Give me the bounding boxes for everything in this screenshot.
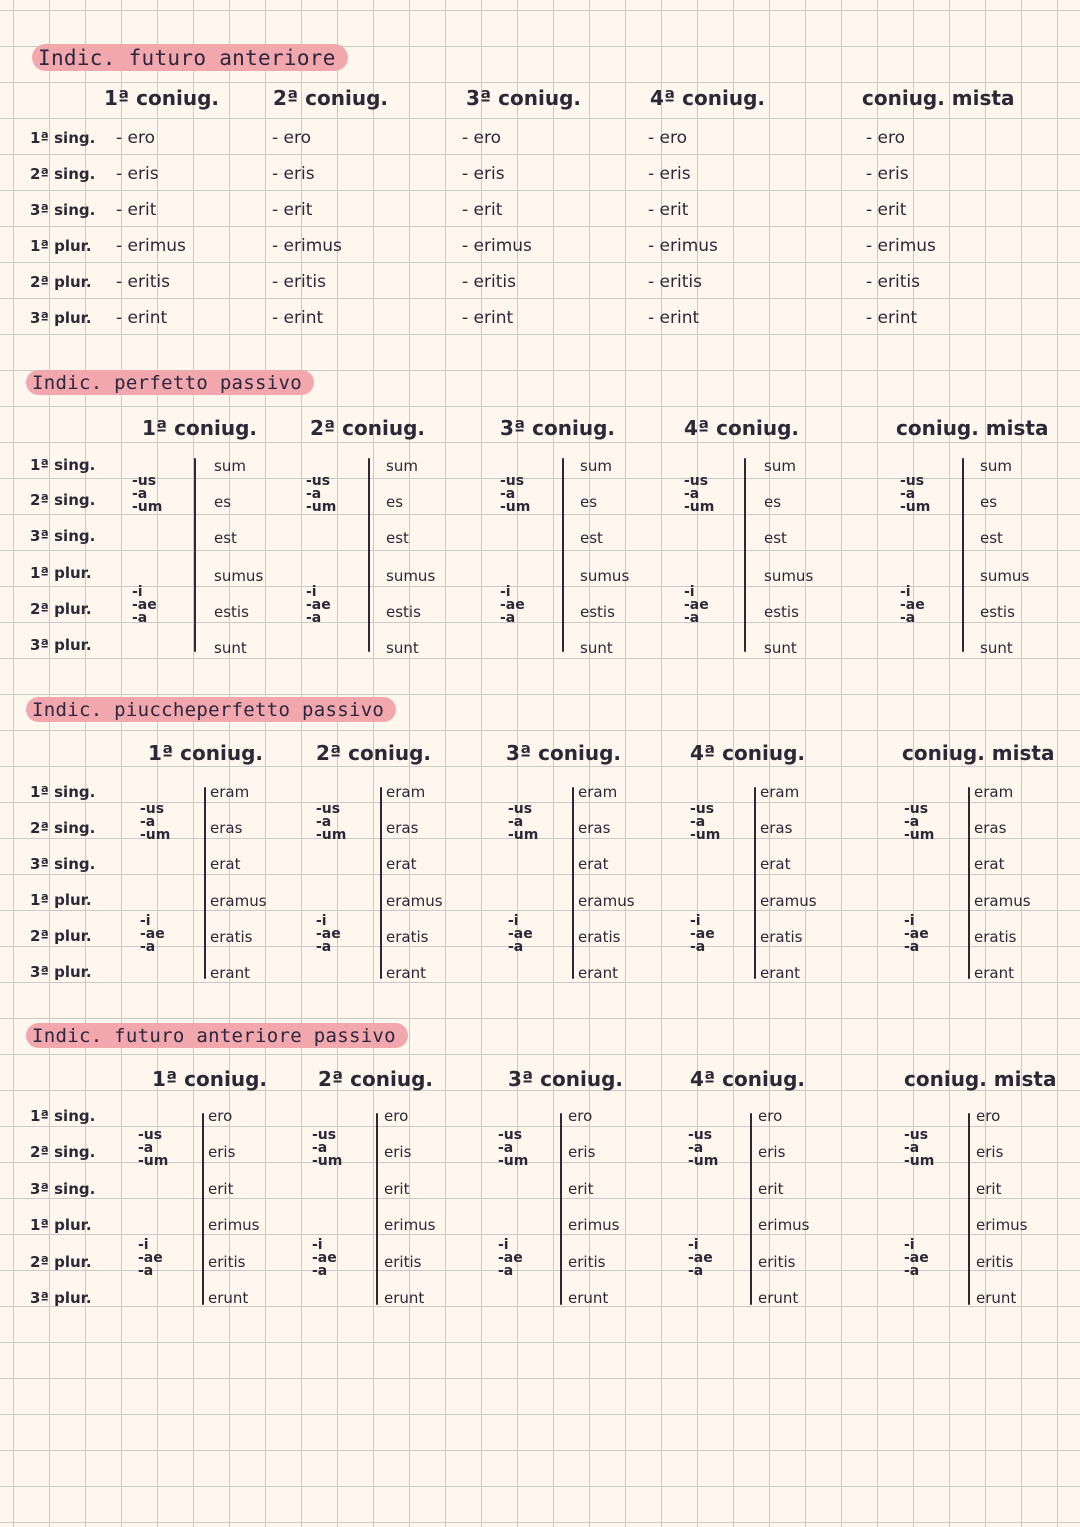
aux-form: sumus bbox=[764, 567, 814, 585]
column-header-4th-conjugation: 4ª coniug. bbox=[690, 741, 805, 765]
aux-form: erunt bbox=[208, 1289, 249, 1307]
divider-line bbox=[744, 458, 746, 652]
aux-form: est bbox=[386, 529, 409, 547]
aux-form: erit bbox=[568, 1180, 594, 1198]
aux-form: eram bbox=[210, 783, 250, 801]
aux-form: erit bbox=[208, 1180, 234, 1198]
participle-singular: -us -a -um bbox=[316, 801, 347, 843]
column-header-2nd-conjugation: 2ª coniug. bbox=[316, 741, 431, 765]
aux-form: estis bbox=[980, 603, 1015, 621]
column-header-1st-conjugation: 1ª coniug. bbox=[148, 741, 263, 765]
row-label: 2ª sing. bbox=[30, 819, 96, 837]
row-label: 3ª sing. bbox=[30, 855, 96, 873]
ending: - ero bbox=[272, 128, 312, 148]
column-header-3rd-conjugation: 3ª coniug. bbox=[466, 86, 581, 110]
divider-line bbox=[754, 787, 756, 979]
aux-form: eram bbox=[578, 783, 618, 801]
aux-form: eratis bbox=[578, 928, 621, 946]
ending: - erit bbox=[866, 200, 907, 220]
participle-plural: -i -ae -a bbox=[690, 913, 715, 955]
divider-line bbox=[380, 787, 382, 979]
ending: - eritis bbox=[462, 272, 516, 292]
participle-plural: -i -ae -a bbox=[498, 1237, 523, 1279]
aux-form: ero bbox=[384, 1107, 409, 1125]
divider-line bbox=[368, 458, 370, 652]
column-header-1st-conjugation: 1ª coniug. bbox=[152, 1067, 267, 1091]
column-header-1st-conjugation: 1ª coniug. bbox=[142, 416, 257, 440]
aux-form: eris bbox=[384, 1143, 412, 1161]
participle-plural: -i -ae -a bbox=[306, 584, 331, 626]
aux-form: erunt bbox=[384, 1289, 425, 1307]
ending: - ero bbox=[116, 128, 156, 148]
aux-form: eris bbox=[758, 1143, 786, 1161]
aux-form: ero bbox=[208, 1107, 233, 1125]
aux-form: erimus bbox=[384, 1216, 436, 1234]
aux-form: erat bbox=[760, 855, 791, 873]
row-label: 3ª plur. bbox=[30, 636, 92, 654]
participle-plural: -i -ae -a bbox=[132, 584, 157, 626]
divider-line bbox=[968, 1113, 970, 1305]
column-header-2nd-conjugation: 2ª coniug. bbox=[273, 86, 388, 110]
participle-plural: -i -ae -a bbox=[138, 1237, 163, 1279]
aux-form: eritis bbox=[384, 1253, 422, 1271]
aux-form: eras bbox=[578, 819, 611, 837]
aux-form: eris bbox=[976, 1143, 1004, 1161]
aux-form: erat bbox=[974, 855, 1005, 873]
aux-form: es bbox=[386, 493, 404, 511]
aux-form: eram bbox=[760, 783, 800, 801]
column-header-mixed-conjugation: coniug. mista bbox=[904, 1067, 1057, 1091]
section-title: Indic. futuro anteriore passivo bbox=[26, 1023, 408, 1048]
column-header-mixed-conjugation: coniug. mista bbox=[902, 741, 1055, 765]
section-title: Indic. futuro anteriore bbox=[32, 44, 348, 71]
aux-form: eras bbox=[760, 819, 793, 837]
participle-singular: -us -a -um bbox=[306, 473, 337, 515]
ending: - eris bbox=[648, 164, 691, 184]
participle-plural: -i -ae -a bbox=[904, 913, 929, 955]
divider-line bbox=[204, 787, 206, 979]
aux-form: eras bbox=[386, 819, 419, 837]
ending: - erimus bbox=[462, 236, 532, 256]
aux-form: erunt bbox=[568, 1289, 609, 1307]
aux-form: eram bbox=[974, 783, 1014, 801]
divider-line bbox=[202, 1113, 204, 1305]
aux-form: sum bbox=[764, 457, 796, 475]
participle-singular: -us -a -um bbox=[132, 473, 163, 515]
aux-form: sunt bbox=[580, 639, 613, 657]
aux-form: sumus bbox=[980, 567, 1030, 585]
participle-singular: -us -a -um bbox=[684, 473, 715, 515]
column-header-4th-conjugation: 4ª coniug. bbox=[690, 1067, 805, 1091]
ending: - erimus bbox=[866, 236, 936, 256]
ending: - erit bbox=[116, 200, 157, 220]
ending: - erit bbox=[462, 200, 503, 220]
divider-line bbox=[560, 1113, 562, 1305]
ending: - erint bbox=[866, 308, 918, 328]
aux-form: est bbox=[214, 529, 237, 547]
aux-form: eris bbox=[208, 1143, 236, 1161]
aux-form: erant bbox=[578, 964, 618, 982]
ending: - erint bbox=[648, 308, 700, 328]
ending: - erit bbox=[648, 200, 689, 220]
column-header-3rd-conjugation: 3ª coniug. bbox=[506, 741, 621, 765]
aux-form: est bbox=[764, 529, 787, 547]
aux-form: estis bbox=[214, 603, 249, 621]
ending: - ero bbox=[648, 128, 688, 148]
column-header-mixed-conjugation: coniug. mista bbox=[896, 416, 1049, 440]
row-label: 2ª sing. bbox=[30, 1143, 96, 1161]
aux-form: eramus bbox=[760, 892, 817, 910]
aux-form: eras bbox=[210, 819, 243, 837]
row-label: 2ª plur. bbox=[30, 1253, 92, 1271]
row-label: 3ª plur. bbox=[30, 963, 92, 981]
divider-line bbox=[750, 1113, 752, 1305]
ending: - eris bbox=[866, 164, 909, 184]
aux-form: erant bbox=[974, 964, 1014, 982]
aux-form: es bbox=[980, 493, 998, 511]
aux-form: sunt bbox=[764, 639, 797, 657]
participle-plural: -i -ae -a bbox=[688, 1237, 713, 1279]
row-label: 1ª sing. bbox=[30, 129, 96, 147]
aux-form: erant bbox=[210, 964, 250, 982]
row-label: 3ª plur. bbox=[30, 1289, 92, 1307]
aux-form: eratis bbox=[760, 928, 803, 946]
divider-line bbox=[562, 458, 564, 652]
participle-plural: -i -ae -a bbox=[684, 584, 709, 626]
aux-form: sunt bbox=[386, 639, 419, 657]
participle-singular: -us -a -um bbox=[140, 801, 171, 843]
aux-form: eratis bbox=[974, 928, 1017, 946]
aux-form: sunt bbox=[980, 639, 1013, 657]
ending: - ero bbox=[866, 128, 906, 148]
participle-plural: -i -ae -a bbox=[904, 1237, 929, 1279]
aux-form: erunt bbox=[758, 1289, 799, 1307]
row-label: 1ª plur. bbox=[30, 1216, 92, 1234]
participle-singular: -us -a -um bbox=[904, 801, 935, 843]
aux-form: erit bbox=[758, 1180, 784, 1198]
aux-form: ero bbox=[758, 1107, 783, 1125]
row-label: 2ª plur. bbox=[30, 600, 92, 618]
section-title: Indic. perfetto passivo bbox=[26, 370, 314, 395]
aux-form: erunt bbox=[976, 1289, 1017, 1307]
aux-form: eritis bbox=[568, 1253, 606, 1271]
ending: - erint bbox=[272, 308, 324, 328]
aux-form: eras bbox=[974, 819, 1007, 837]
aux-form: eritis bbox=[976, 1253, 1014, 1271]
aux-form: erit bbox=[976, 1180, 1002, 1198]
row-label: 2ª plur. bbox=[30, 273, 92, 291]
participle-singular: -us -a -um bbox=[688, 1127, 719, 1169]
participle-plural: -i -ae -a bbox=[312, 1237, 337, 1279]
participle-plural: -i -ae -a bbox=[140, 913, 165, 955]
aux-form: eratis bbox=[210, 928, 253, 946]
ending: - ero bbox=[462, 128, 502, 148]
aux-form: erat bbox=[210, 855, 241, 873]
ending: - erint bbox=[462, 308, 514, 328]
aux-form: erimus bbox=[568, 1216, 620, 1234]
aux-form: eramus bbox=[386, 892, 443, 910]
ending: - erit bbox=[272, 200, 313, 220]
ending: - erimus bbox=[648, 236, 718, 256]
aux-form: ero bbox=[976, 1107, 1001, 1125]
aux-form: sum bbox=[980, 457, 1012, 475]
row-label: 1ª plur. bbox=[30, 564, 92, 582]
aux-form: estis bbox=[386, 603, 421, 621]
aux-form: sum bbox=[214, 457, 246, 475]
row-label: 3ª plur. bbox=[30, 309, 92, 327]
row-label: 3ª sing. bbox=[30, 1180, 96, 1198]
participle-singular: -us -a -um bbox=[312, 1127, 343, 1169]
ending: - erint bbox=[116, 308, 168, 328]
ending: - eris bbox=[116, 164, 159, 184]
row-label: 3ª sing. bbox=[30, 201, 96, 219]
aux-form: erimus bbox=[208, 1216, 260, 1234]
aux-form: eram bbox=[386, 783, 426, 801]
divider-line bbox=[376, 1113, 378, 1305]
row-label: 3ª sing. bbox=[30, 527, 96, 545]
column-header-3rd-conjugation: 3ª coniug. bbox=[500, 416, 615, 440]
aux-form: estis bbox=[580, 603, 615, 621]
ending: - eritis bbox=[272, 272, 326, 292]
column-header-2nd-conjugation: 2ª coniug. bbox=[310, 416, 425, 440]
participle-singular: -us -a -um bbox=[690, 801, 721, 843]
ending: - eritis bbox=[648, 272, 702, 292]
row-label: 1ª sing. bbox=[30, 783, 96, 801]
ending: - erimus bbox=[116, 236, 186, 256]
aux-form: erant bbox=[386, 964, 426, 982]
column-header-4th-conjugation: 4ª coniug. bbox=[650, 86, 765, 110]
aux-form: sumus bbox=[214, 567, 264, 585]
section-title: Indic. piuccheperfetto passivo bbox=[26, 697, 396, 722]
aux-form: erit bbox=[384, 1180, 410, 1198]
divider-line bbox=[962, 458, 964, 652]
divider-line bbox=[572, 787, 574, 979]
aux-form: eramus bbox=[210, 892, 267, 910]
aux-form: sum bbox=[580, 457, 612, 475]
ending: - eritis bbox=[866, 272, 920, 292]
aux-form: es bbox=[580, 493, 598, 511]
aux-form: eramus bbox=[974, 892, 1031, 910]
participle-singular: -us -a -um bbox=[900, 473, 931, 515]
aux-form: erat bbox=[386, 855, 417, 873]
aux-form: eris bbox=[568, 1143, 596, 1161]
participle-singular: -us -a -um bbox=[500, 473, 531, 515]
column-header-2nd-conjugation: 2ª coniug. bbox=[318, 1067, 433, 1091]
aux-form: eratis bbox=[386, 928, 429, 946]
aux-form: sunt bbox=[214, 639, 247, 657]
ending: - eritis bbox=[116, 272, 170, 292]
aux-form: sum bbox=[386, 457, 418, 475]
row-label: 1ª sing. bbox=[30, 1107, 96, 1125]
row-label: 1ª plur. bbox=[30, 891, 92, 909]
aux-form: eritis bbox=[208, 1253, 246, 1271]
participle-plural: -i -ae -a bbox=[508, 913, 533, 955]
row-label: 1ª sing. bbox=[30, 456, 96, 474]
column-header-1st-conjugation: 1ª coniug. bbox=[104, 86, 219, 110]
divider-line bbox=[194, 458, 196, 652]
participle-singular: -us -a -um bbox=[138, 1127, 169, 1169]
aux-form: erat bbox=[578, 855, 609, 873]
row-label: 2ª sing. bbox=[30, 491, 96, 509]
column-header-3rd-conjugation: 3ª coniug. bbox=[508, 1067, 623, 1091]
participle-singular: -us -a -um bbox=[498, 1127, 529, 1169]
aux-form: es bbox=[214, 493, 232, 511]
aux-form: es bbox=[764, 493, 782, 511]
aux-form: ero bbox=[568, 1107, 593, 1125]
aux-form: erimus bbox=[758, 1216, 810, 1234]
aux-form: erimus bbox=[976, 1216, 1028, 1234]
participle-plural: -i -ae -a bbox=[500, 584, 525, 626]
participle-singular: -us -a -um bbox=[904, 1127, 935, 1169]
participle-singular: -us -a -um bbox=[508, 801, 539, 843]
aux-form: est bbox=[580, 529, 603, 547]
row-label: 2ª plur. bbox=[30, 927, 92, 945]
divider-line bbox=[968, 787, 970, 979]
aux-form: est bbox=[980, 529, 1003, 547]
aux-form: sumus bbox=[386, 567, 436, 585]
aux-form: sumus bbox=[580, 567, 630, 585]
aux-form: eritis bbox=[758, 1253, 796, 1271]
participle-plural: -i -ae -a bbox=[900, 584, 925, 626]
ending: - eris bbox=[272, 164, 315, 184]
ending: - eris bbox=[462, 164, 505, 184]
aux-form: estis bbox=[764, 603, 799, 621]
column-header-mixed-conjugation: coniug. mista bbox=[862, 86, 1015, 110]
aux-form: erant bbox=[760, 964, 800, 982]
row-label: 1ª plur. bbox=[30, 237, 92, 255]
ending: - erimus bbox=[272, 236, 342, 256]
participle-plural: -i -ae -a bbox=[316, 913, 341, 955]
column-header-4th-conjugation: 4ª coniug. bbox=[684, 416, 799, 440]
aux-form: eramus bbox=[578, 892, 635, 910]
row-label: 2ª sing. bbox=[30, 165, 96, 183]
